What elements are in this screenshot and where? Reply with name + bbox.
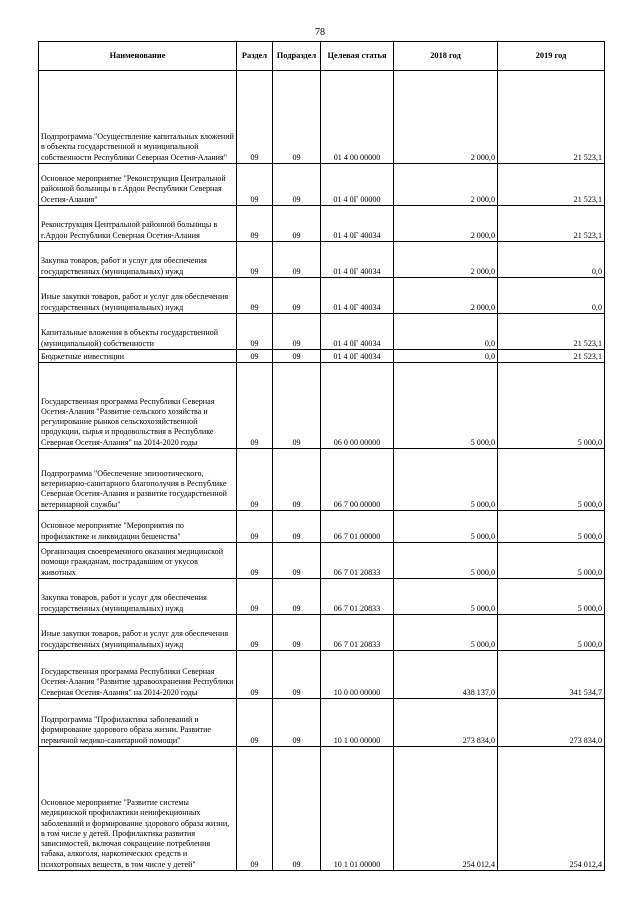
row-article: 06 7 00 00000: [321, 449, 394, 511]
row-name: Капитальные вложения в объекты государственной (муниципальной) собственности: [39, 314, 237, 350]
row-section: 09: [237, 651, 273, 699]
row-subsection: 09: [273, 242, 321, 278]
row-subsection: 09: [273, 543, 321, 579]
table-row: [39, 699, 605, 747]
table-row: [39, 206, 605, 242]
row-value-2018: 2 000,0: [394, 278, 498, 314]
row-name: Закупка товаров, работ и услуг для обеспечения государственных (муниципальных) нужд: [39, 579, 237, 615]
header-name: Наименование: [39, 42, 237, 71]
row-value-2019: 273 834,0: [498, 699, 605, 747]
row-article: 01 4 0Г 00000: [321, 164, 394, 206]
table-row: [39, 511, 605, 543]
row-section: 09: [237, 314, 273, 350]
row-article: 01 4 0Г 40034: [321, 278, 394, 314]
row-name: Подпрограмма "Обеспечение эпизоотического, ветеринарно-санитарного благополучия в Республике Северная Осетия-Алания и развитие государственной ветеринарной службы": [39, 449, 237, 511]
table-header-row: [39, 42, 605, 71]
row-section: 09: [237, 363, 273, 449]
row-value-2019: 21 523,1: [498, 350, 605, 363]
row-value-2018: 0,0: [394, 350, 498, 363]
table-row: [39, 242, 605, 278]
table-row: [39, 615, 605, 651]
row-subsection: 09: [273, 511, 321, 543]
row-value-2018: 0,0: [394, 314, 498, 350]
row-value-2018: 2 000,0: [394, 164, 498, 206]
row-article: 01 4 00 00000: [321, 71, 394, 164]
row-value-2018: 254 012,4: [394, 747, 498, 871]
row-section: 09: [237, 579, 273, 615]
row-value-2019: 5 000,0: [498, 363, 605, 449]
row-value-2018: 5 000,0: [394, 543, 498, 579]
row-name: Подпрограмма "Профилактика заболеваний и формирование здорового образа жизни. Развитие первичной медико-санитарной помощи": [39, 699, 237, 747]
row-article: 01 4 0Г 40034: [321, 350, 394, 363]
row-value-2019: 0,0: [498, 278, 605, 314]
row-section: 09: [237, 71, 273, 164]
row-subsection: 09: [273, 164, 321, 206]
row-section: 09: [237, 511, 273, 543]
row-value-2019: 0,0: [498, 242, 605, 278]
row-subsection: 09: [273, 350, 321, 363]
row-subsection: 09: [273, 579, 321, 615]
table-row: [39, 314, 605, 350]
row-article: 01 4 0Г 40034: [321, 242, 394, 278]
row-name: Реконструкция Центральной районной больницы в г.Ардон Республики Северная Осетия-Алания: [39, 206, 237, 242]
row-value-2018: 5 000,0: [394, 579, 498, 615]
row-value-2019: 5 000,0: [498, 511, 605, 543]
row-subsection: 09: [273, 699, 321, 747]
row-section: 09: [237, 206, 273, 242]
header-year-2019: 2019 год: [498, 42, 605, 71]
row-subsection: 09: [273, 71, 321, 164]
row-subsection: 09: [273, 747, 321, 871]
table-row: [39, 651, 605, 699]
row-section: 09: [237, 242, 273, 278]
row-name: Подпрограмма "Осуществление капитальных вложений в объекты государственной и муниципальной собственности Республики Северная Осетия-Алания": [39, 71, 237, 164]
row-article: 10 1 01 00000: [321, 747, 394, 871]
row-value-2018: 5 000,0: [394, 449, 498, 511]
row-name: Основное мероприятие "Мероприятия по профилактике и ликвидации бешенства": [39, 511, 237, 543]
row-name: Иные закупки товаров, работ и услуг для обеспечения государственных (муниципальных) нужд: [39, 615, 237, 651]
row-section: 09: [237, 278, 273, 314]
row-section: 09: [237, 543, 273, 579]
header-year-2018: 2018 год: [394, 42, 498, 71]
row-section: 09: [237, 615, 273, 651]
table-row: [39, 449, 605, 511]
row-value-2019: 21 523,1: [498, 71, 605, 164]
row-value-2019: 21 523,1: [498, 314, 605, 350]
row-name: Основное мероприятие "Реконструкция Центральной районной больницы в г.Ардон Республики Северная Осетия-Алания": [39, 164, 237, 206]
row-name: Закупка товаров, работ и услуг для обеспечения государственных (муниципальных) нужд: [39, 242, 237, 278]
row-section: 09: [237, 449, 273, 511]
page-number: 78: [315, 27, 325, 38]
row-value-2018: 5 000,0: [394, 511, 498, 543]
row-section: 09: [237, 350, 273, 363]
row-article: 06 7 01 00000: [321, 511, 394, 543]
row-article: 06 7 01 20833: [321, 579, 394, 615]
row-value-2018: 5 000,0: [394, 363, 498, 449]
row-name: Иные закупки товаров, работ и услуг для обеспечения государственных (муниципальных) нужд: [39, 278, 237, 314]
row-section: 09: [237, 699, 273, 747]
row-value-2019: 5 000,0: [498, 449, 605, 511]
row-article: 10 1 00 00000: [321, 699, 394, 747]
row-name: Основное мероприятие "Развитие системы медицинской профилактики неинфекционных заболеваний и формирование здорового образа жизни, в том числе у детей. Профилактика развития зависимостей, включая сокращение потребления табака, алкоголя, наркотических средств и психотропных веществ, в том числе у детей": [39, 747, 237, 871]
row-value-2018: 2 000,0: [394, 206, 498, 242]
table-row: [39, 363, 605, 449]
header-section: Раздел: [237, 42, 273, 71]
row-name: Бюджетные инвестиции: [39, 350, 237, 363]
row-article: 06 7 01 20833: [321, 543, 394, 579]
row-subsection: 09: [273, 651, 321, 699]
row-article: 06 0 00 00000: [321, 363, 394, 449]
row-value-2019: 5 000,0: [498, 579, 605, 615]
row-section: 09: [237, 164, 273, 206]
row-subsection: 09: [273, 278, 321, 314]
row-article: 01 4 0Г 40034: [321, 206, 394, 242]
row-article: 06 7 01 20833: [321, 615, 394, 651]
table-row: [39, 278, 605, 314]
row-value-2019: 341 534,7: [498, 651, 605, 699]
row-value-2018: 5 000,0: [394, 615, 498, 651]
table-row: [39, 747, 605, 871]
row-name: Организация своевременного оказания медицинской помощи гражданам, пострадавшим от укусов животных: [39, 543, 237, 579]
row-value-2019: 5 000,0: [498, 615, 605, 651]
row-value-2019: 254 012,4: [498, 747, 605, 871]
row-subsection: 09: [273, 363, 321, 449]
table-row: [39, 350, 605, 363]
row-value-2018: 2 000,0: [394, 71, 498, 164]
row-subsection: 09: [273, 449, 321, 511]
table-row: [39, 164, 605, 206]
row-value-2019: 5 000,0: [498, 543, 605, 579]
row-value-2018: 2 000,0: [394, 242, 498, 278]
row-article: 01 4 0Г 40034: [321, 314, 394, 350]
header-subsection: Подраздел: [273, 42, 321, 71]
row-value-2019: 21 523,1: [498, 164, 605, 206]
table-row: [39, 543, 605, 579]
row-value-2019: 21 523,1: [498, 206, 605, 242]
row-article: 10 0 00 00000: [321, 651, 394, 699]
table-row: [39, 579, 605, 615]
row-section: 09: [237, 747, 273, 871]
row-name: Государственная программа Республики Северная Осетия-Алания "Развитие сельского хозяйства и регулирование рынков сельскохозяйственной продукции, сырья и продовольствия в Республике Северная Осетия-Алания" на 2014-2020 годы: [39, 363, 237, 449]
row-subsection: 09: [273, 615, 321, 651]
budget-table: [38, 41, 605, 871]
row-subsection: 09: [273, 314, 321, 350]
header-target-article: Целевая статья: [321, 42, 394, 71]
row-subsection: 09: [273, 206, 321, 242]
row-name: Государственная программа Республики Северная Осетия-Алания "Развитие здравоохранения Республики Северная Осетия-Алания" на 2014-2020 годы: [39, 651, 237, 699]
row-value-2018: 438 137,0: [394, 651, 498, 699]
table-row: [39, 71, 605, 164]
row-value-2018: 273 834,0: [394, 699, 498, 747]
